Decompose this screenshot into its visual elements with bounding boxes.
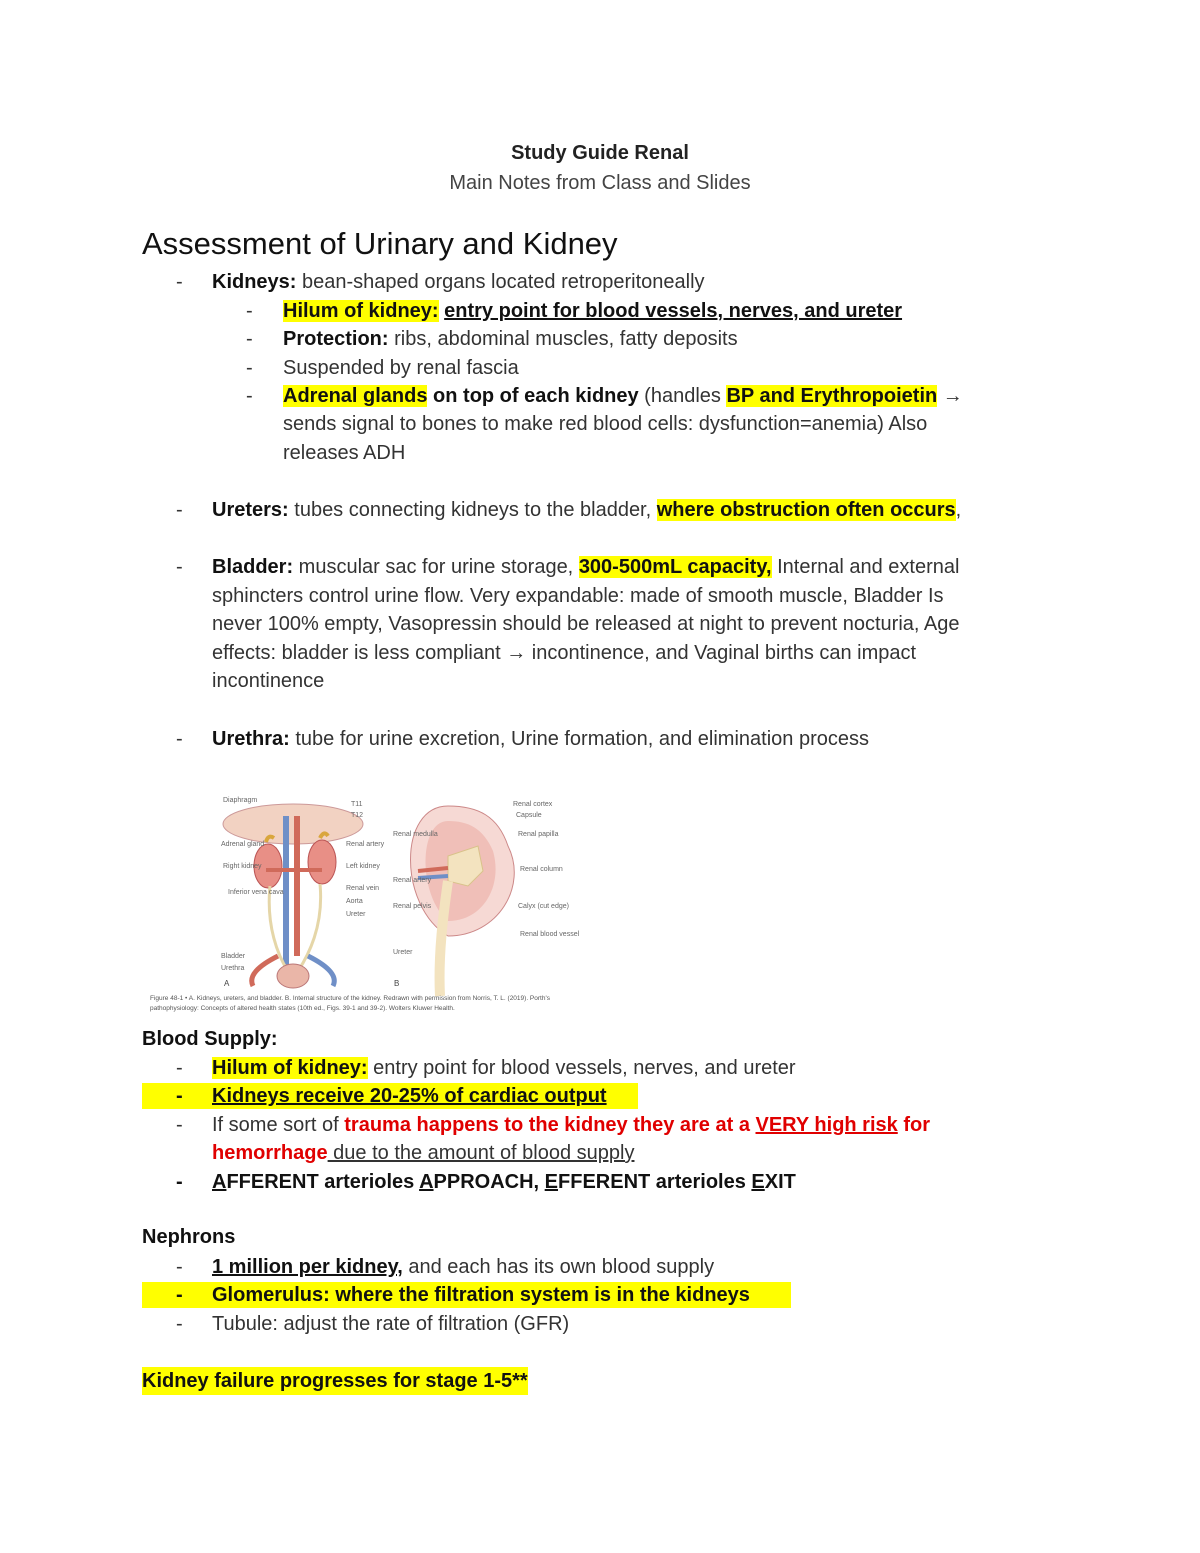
kidneys-text: bean-shaped organs located retroperitoneally xyxy=(296,271,705,293)
label-renal-cortex: Renal cortex xyxy=(513,801,553,808)
afferent-efferent-item xyxy=(212,1168,796,1196)
section-heading-assessment: Assessment of Urinary and Kidney xyxy=(142,226,618,261)
bladder-text: muscular sac for urine storage, xyxy=(293,556,579,578)
figure-letter-b: B xyxy=(394,979,400,988)
bullet-dash: - xyxy=(176,1085,183,1107)
label-calyx: Calyx (cut edge) xyxy=(518,903,569,910)
trauma-very-high: VERY high risk xyxy=(755,1114,898,1136)
hilum-term: Hilum of kidney: xyxy=(283,300,439,322)
kidneys-item xyxy=(212,268,705,296)
ureters-highlight: where obstruction often occurs xyxy=(656,499,956,521)
label-renal-artery-b: Renal artery xyxy=(393,877,432,884)
trauma-item xyxy=(212,1111,930,1139)
label-t11: T11 xyxy=(351,801,363,808)
trauma-for: for xyxy=(897,1114,930,1136)
label-inferior-vena-cava: Inferior vena cava xyxy=(228,889,284,896)
million-rest: and each has its own blood supply xyxy=(402,1256,715,1278)
ureters-end: , xyxy=(955,499,962,521)
label-renal-blood-vessel: Renal blood vessel xyxy=(520,931,580,938)
trauma-red: trauma happens to the kidney they are at a xyxy=(344,1114,756,1136)
label-aorta: Aorta xyxy=(346,898,363,905)
bladder-line5: incontinence xyxy=(212,670,325,692)
label-ureter-b: Ureter xyxy=(393,949,413,956)
figure-letter-a: A xyxy=(224,979,230,988)
protection-term: Protection: xyxy=(283,328,389,350)
ureters-term: Ureters: xyxy=(212,499,289,521)
trauma-pre: If some sort of xyxy=(212,1114,345,1136)
bullet-dash: - xyxy=(176,271,183,293)
bladder-line3: never 100% empty, Vasopressin should be released at night to prevent nocturia, Age xyxy=(212,613,960,635)
ureters-item xyxy=(212,496,961,524)
figure-caption-line2: pathophysiology: Concepts of altered health states (10th ed., Figs. 39-1 and 39-2). Wolters Kluwer Health. xyxy=(150,1005,455,1012)
aff-a1: A xyxy=(212,1171,227,1193)
hilum-text: entry point for blood vessels, nerves, and ureter xyxy=(444,300,903,322)
label-adrenal-gland: Adrenal gland xyxy=(221,841,265,848)
suspended-item: Suspended by renal fascia xyxy=(283,357,519,379)
figure-caption-line1: Figure 48-1 • A. Kidneys, ureters, and bladder. B. Internal structure of the kidney. Redrawn with permission from Norris, T. L. (2019). Porth's xyxy=(150,995,550,1002)
adrenal-term: Adrenal glands xyxy=(283,385,428,407)
ureters-text: tubes connecting kidneys to the bladder, xyxy=(288,499,657,521)
blood-hilum-term: Hilum of kidney: xyxy=(212,1057,368,1079)
aff-t2: PPROACH, xyxy=(433,1171,545,1193)
trauma-line2 xyxy=(212,1139,634,1167)
label-ureter-a: Ureter xyxy=(346,911,366,918)
kidney-anatomy-figure xyxy=(148,786,638,1018)
glomerulus-item: Glomerulus: where the filtration system is in the kidneys xyxy=(212,1284,750,1306)
tubule-item: Tubule: adjust the rate of filtration (GFR) xyxy=(212,1313,570,1335)
bladder-highlight: 300-500mL capacity, xyxy=(578,556,772,578)
kidney-failure-stage: Kidney failure progresses for stage 1-5** xyxy=(142,1367,528,1395)
bullet-dash: - xyxy=(246,328,253,350)
aff-t1: FFERENT arterioles xyxy=(226,1171,420,1193)
kidneys-term: Kidneys: xyxy=(212,271,297,293)
aff-e2: E xyxy=(751,1171,765,1193)
bladder-rest: Internal and external xyxy=(771,556,960,578)
label-renal-artery: Renal artery xyxy=(346,841,385,848)
bladder-item xyxy=(212,553,959,581)
document-title: Study Guide Renal xyxy=(511,142,689,164)
figure-panel-a xyxy=(221,797,385,988)
bullet-dash: - xyxy=(176,1114,183,1136)
adrenal-item xyxy=(283,382,963,410)
bladder-line4: effects: bladder is less compliant → incontinence, and Vaginal births can impact xyxy=(212,642,917,664)
bullet-dash: - xyxy=(176,1284,183,1306)
label-renal-medulla: Renal medulla xyxy=(393,831,438,838)
protection-text: ribs, abdominal muscles, fatty deposits xyxy=(388,328,738,350)
urethra-term: Urethra: xyxy=(212,728,290,750)
urethra-text: tube for urine excretion, Urine formation, and elimination process xyxy=(289,728,869,750)
adrenal-line2: sends signal to bones to make red blood cells: dysfunction=anemia) Also xyxy=(283,413,928,435)
adrenal-bp: BP and Erythropoietin xyxy=(726,385,938,407)
hemorrhage-rest: due to the amount of blood supply xyxy=(327,1142,635,1164)
adrenal-line3: releases ADH xyxy=(283,442,406,464)
bullet-dash: - xyxy=(176,1256,183,1278)
urethra-item xyxy=(212,725,869,753)
label-renal-vein: Renal vein xyxy=(346,885,380,892)
hemorrhage-word: hemorrhage xyxy=(212,1142,328,1164)
hilum-item xyxy=(283,297,902,325)
label-t12: T12 xyxy=(351,812,364,819)
bladder-line2: sphincters control urine flow. Very expandable: made of smooth muscle, Bladder Is xyxy=(212,585,944,607)
adrenal-bold: on top of each kidney xyxy=(427,385,639,407)
bullet-dash: - xyxy=(176,1057,183,1079)
label-bladder: Bladder xyxy=(221,953,246,960)
adrenal-paren: (handles xyxy=(638,385,727,407)
aff-t3: FFERENT arterioles xyxy=(558,1171,752,1193)
million-text: 1 million per kidney, xyxy=(212,1256,403,1278)
document-subtitle: Main Notes from Class and Slides xyxy=(449,172,751,194)
aff-t4: XIT xyxy=(764,1171,796,1193)
adrenal-arrow: → xyxy=(937,385,963,407)
aff-a2: A xyxy=(419,1171,434,1193)
label-capsule: Capsule xyxy=(516,812,542,819)
protection-item xyxy=(283,325,738,353)
aff-e1: E xyxy=(544,1171,559,1193)
bladder-term: Bladder: xyxy=(212,556,294,578)
label-left-kidney: Left kidney xyxy=(346,863,380,870)
blood-hilum-text: entry point for blood vessels, nerves, and ureter xyxy=(367,1057,796,1079)
label-renal-column: Renal column xyxy=(520,866,563,873)
figure-panel-b xyxy=(393,801,580,996)
nephrons-heading: Nephrons xyxy=(142,1226,236,1248)
label-right-kidney: Right kidney xyxy=(223,863,262,870)
bullet-dash: - xyxy=(176,499,183,521)
bullet-dash: - xyxy=(176,728,183,750)
blood-supply-heading: Blood Supply: xyxy=(142,1028,278,1050)
label-renal-papilla: Renal papilla xyxy=(518,831,559,838)
blood-hilum-item xyxy=(212,1054,796,1082)
bullet-dash: - xyxy=(246,300,253,322)
cardiac-output-item: Kidneys receive 20-25% of cardiac output xyxy=(212,1085,607,1107)
label-diaphragm: Diaphragm xyxy=(223,797,258,804)
bullet-dash: - xyxy=(246,385,253,407)
million-item xyxy=(212,1253,714,1281)
bullet-dash: - xyxy=(176,556,183,578)
label-renal-pelvis: Renal pelvis xyxy=(393,903,432,910)
label-urethra: Urethra xyxy=(221,965,245,972)
bullet-dash: - xyxy=(176,1313,183,1335)
bullet-dash: - xyxy=(246,357,253,379)
bullet-dash: - xyxy=(176,1171,183,1193)
